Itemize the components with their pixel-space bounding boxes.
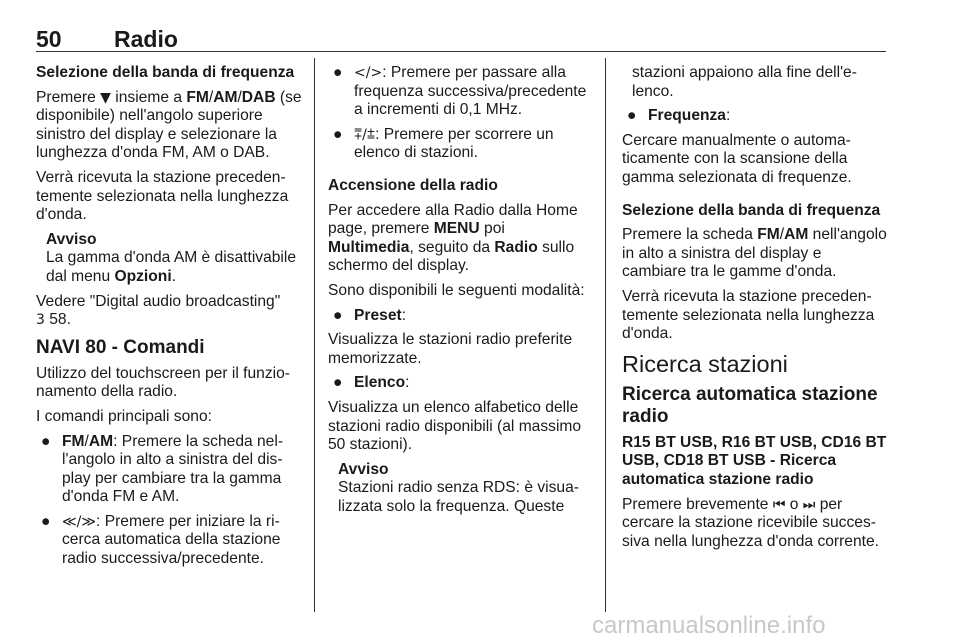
paragraph: stazioni appaiono alla fine dell'elenco. [632,64,857,100]
note-label: Avviso [338,460,389,478]
list-item-text: Visualizza le stazioni radio preferite memorizzate. [328,331,573,367]
triangle-down-icon: ▼ [100,89,111,106]
paragraph: Premere brevemente ⏮ o ⏭ per cercare la stazione ricevibile successiva nella lunghezza d'onda corrente. [622,495,879,550]
paragraph: Premere ▼ insieme a FM/AM/DAB (se disponibile) nell'angolo superiore sinistro del display e selezionare la lunghezza d'onda FM, AM o DAB. [36,88,302,162]
bullet-icon: ● [333,125,343,143]
section-heading: Accensione della radio [328,176,498,194]
seek-back-icon: ⏮ [772,496,786,513]
note-label: Avviso [46,230,97,248]
list-item: ● FM/AM: Premere la scheda nell'angolo in alto a sinistra del display per cambiare tra la gamma d'onda FM e AM. [41,432,284,506]
paragraph: Sono disponibili le seguenti modalità: [328,281,585,299]
list-item: ● ⩱/⩲: Premere per scorrere un elenco di stazioni. [333,125,554,162]
note-text: La gamma d'onda AM è disattivabile dal menu Opzioni. [46,249,297,285]
section-heading: Selezione della banda di frequenza [36,64,295,81]
page-ref-icon: 3 [36,312,45,329]
bullet-icon: ● [627,107,637,125]
list-item-text: Visualizza un elenco alfabetico delle stazioni radio disponibili (al massimo 50 stazioni). [328,398,582,454]
step-icon: </> [354,65,383,81]
column-middle [328,64,596,522]
list-item: ● Frequenza: [627,107,731,125]
note-box [46,231,304,287]
page-header [36,26,886,52]
list-item: ● </>: Premere per passare alla frequenza successiva/precedente a incrementi di 0,1 MHz. [333,64,587,119]
paragraph: Per accedere alla Radio dalla Home page, premere MENU poi Multimedia, seguito da Radio sullo schermo del display. [328,201,578,275]
column-divider [314,58,315,612]
scroll-list-icon: ⩱/⩲ [354,126,376,143]
bullet-icon: ● [333,374,343,392]
note-box [338,461,596,517]
chapter-title: Radio [114,26,178,52]
note-text: Stazioni radio senza RDS: è visualizzata solo la frequenza. Queste [338,479,579,515]
seek-forward-icon: ⏭ [802,496,816,513]
section-heading: R15 BT USB, R16 BT USB, CD16 BT USB, CD18 BT USB - Ricerca automatica stazione radio [622,433,887,488]
list-item-text: Cercare manualmente o automaticamente con la scansione della gamma selezionata di frequenze. [622,131,852,186]
seek-icon: ≪/≫ [62,513,97,530]
bullet-icon: ● [41,512,51,530]
section-heading: Selezione della banda di frequenza [622,201,881,219]
paragraph: I comandi principali sono: [36,407,212,425]
page-number: 50 [36,26,62,52]
bullet-icon: ● [41,432,51,450]
cross-reference: Vedere "Digital audio broadcasting" 3 58. [36,292,281,329]
paragraph: Utilizzo del touchscreen per il funzionamento della radio. [36,364,290,401]
bullet-icon: ● [333,64,343,81]
section-heading: NAVI 80 - Comandi [36,336,205,358]
paragraph: Verrà ricevuta la stazione precedentemente selezionata nella lunghezza d'onda. [36,168,289,224]
column-right [622,64,888,557]
paragraph: Premere la scheda FM/AM nell'angolo in alto a sinistra del display e cambiare tra le gamme d'onda. [622,226,887,281]
bullet-icon: ● [333,306,343,324]
section-subheading: Ricerca automatica stazione radio [622,383,878,427]
watermark: carmanualsonline.info [592,612,826,639]
column-left [36,64,304,575]
header-rule [36,51,886,52]
column-divider [605,58,606,612]
section-heading: Ricerca stazioni [622,350,788,377]
list-item: ● Preset: [333,306,407,324]
list-item: ● Elenco: [333,374,410,392]
list-item: ● ≪/≫: Premere per iniziare la ricerca automatica della stazione radio successiva/precedente. [41,512,281,568]
paragraph: Verrà ricevuta la stazione precedentemente selezionata nella lunghezza d'onda. [622,287,875,343]
